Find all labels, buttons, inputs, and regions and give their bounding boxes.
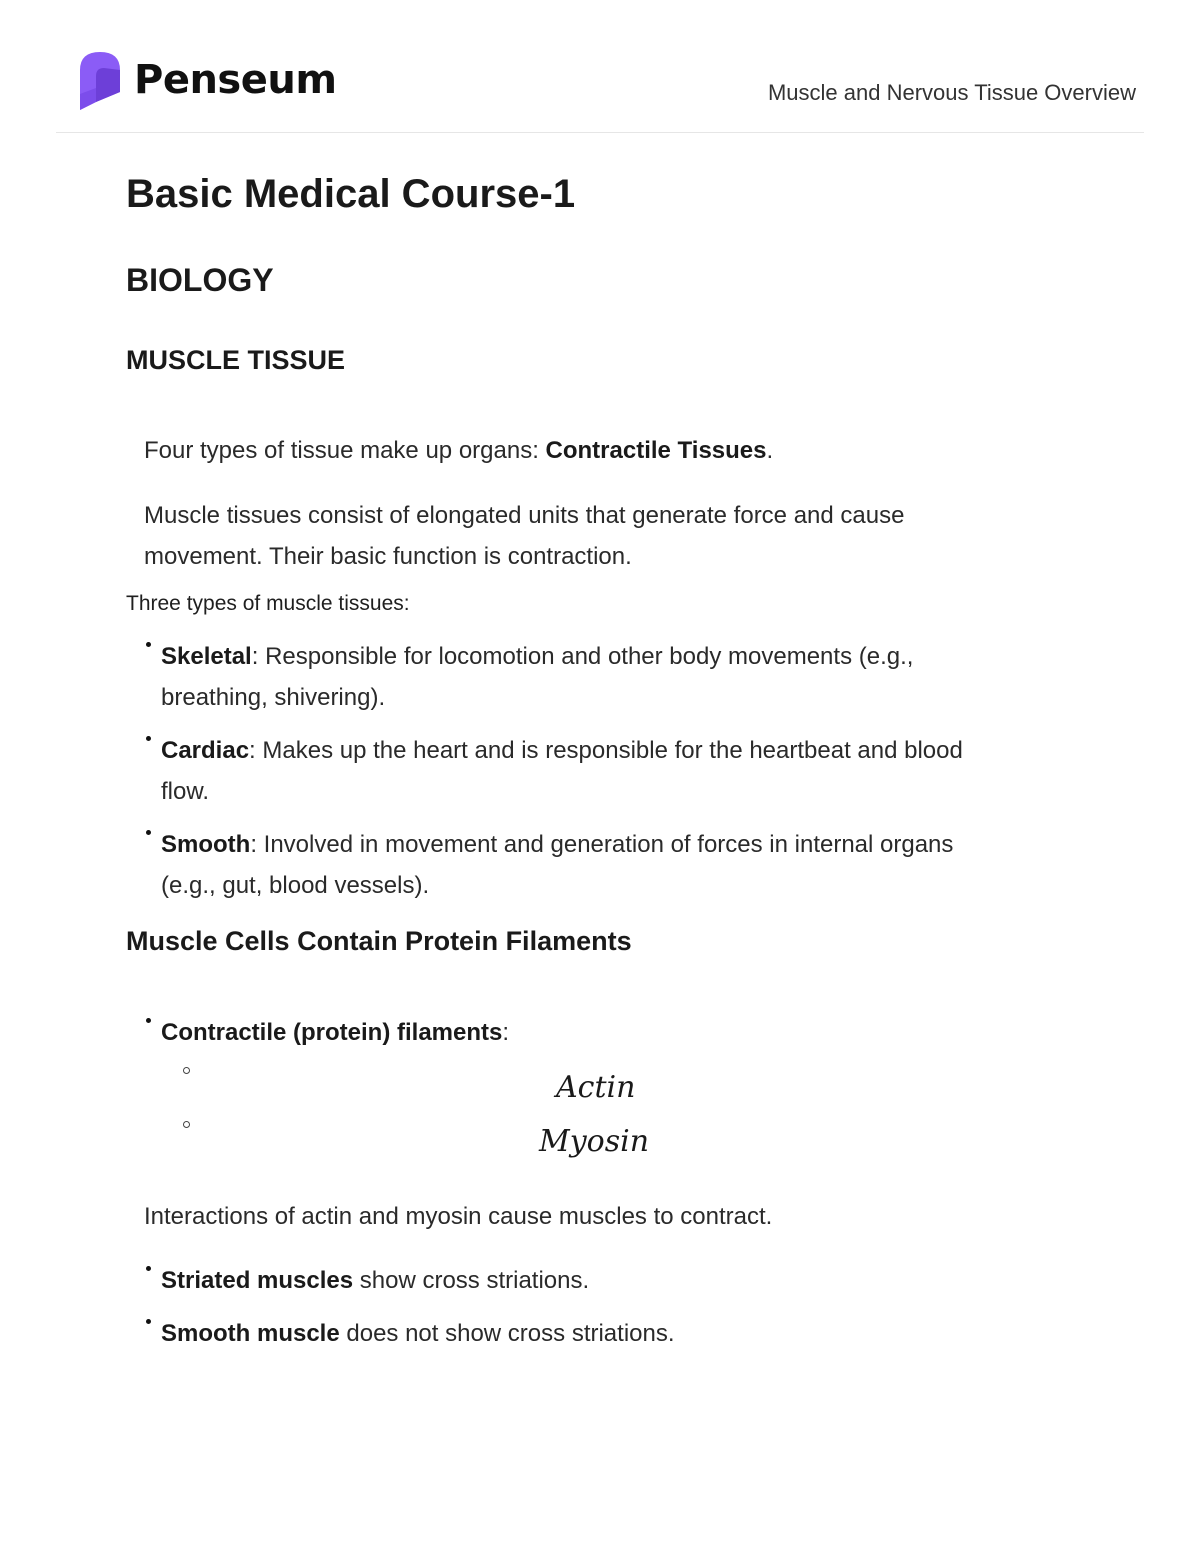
description-paragraph: Muscle tissues consist of elongated units that generate force and cause movement. Their basic function is contraction.: [144, 502, 905, 570]
bullet-dot-icon: [146, 1266, 151, 1271]
section-heading-protein-filaments: Muscle Cells Contain Protein Filaments: [126, 926, 632, 956]
brand-name: Penseum: [134, 57, 337, 103]
filament-actin: Actin: [556, 1070, 636, 1105]
bullet-dot-icon: [146, 1319, 151, 1324]
list-item-text: : Responsible for locomotion and other body movements (e.g., breathing, shivering).: [161, 643, 914, 711]
penseum-logo-icon: [76, 48, 124, 112]
bullet-dot-icon: [146, 642, 151, 647]
list-item-text: : Makes up the heart and is responsible for the heartbeat and blood flow.: [161, 737, 963, 805]
page-title: Basic Medical Course-1: [126, 172, 576, 216]
filament-myosin: Myosin: [539, 1124, 650, 1159]
list-item: [161, 824, 1011, 906]
intro-bold-term: Contractile Tissues: [545, 437, 767, 464]
section-heading-muscle-tissue: MUSCLE TISSUE: [126, 345, 346, 375]
bullet-dot-icon: [146, 1018, 151, 1023]
list-item-term: Striated muscles: [161, 1267, 354, 1294]
list-item: Contractile (protein) filaments:: [161, 1012, 1011, 1053]
list-item-text: show cross striations.: [353, 1267, 590, 1294]
list-item: [161, 1260, 1011, 1301]
sub-bullet-circle-icon: [183, 1067, 190, 1074]
list-item: [161, 636, 1011, 718]
intro-paragraph: Four types of tissue make up organs: Contractile Tissues.: [144, 437, 774, 464]
sub-bullet-circle-icon: [183, 1121, 190, 1128]
list-item-term: Skeletal: [161, 643, 252, 670]
interaction-paragraph: Interactions of actin and myosin cause muscles to contract.: [144, 1203, 773, 1230]
bullet-dot-icon: [146, 736, 151, 741]
list-item: [161, 1313, 1011, 1354]
list-item-term: Contractile (protein) filaments: [161, 1019, 503, 1046]
bullet-dot-icon: [146, 830, 151, 835]
list-item-term: Cardiac: [161, 737, 250, 764]
page-header: [56, 40, 1144, 133]
brand-logo: [76, 48, 337, 112]
list-item-text: does not show cross striations.: [339, 1320, 675, 1347]
subject-heading: BIOLOGY: [126, 262, 274, 298]
list-item-term: Smooth muscle: [161, 1320, 340, 1347]
document-title: Muscle and Nervous Tissue Overview: [767, 80, 1136, 105]
list-item-term: Smooth: [161, 831, 251, 858]
types-label: Three types of muscle tissues:: [126, 592, 410, 615]
list-item-text: : Involved in movement and generation of forces in internal organs (e.g., gut, blood vessels).: [161, 831, 954, 899]
list-item: [161, 730, 1011, 812]
